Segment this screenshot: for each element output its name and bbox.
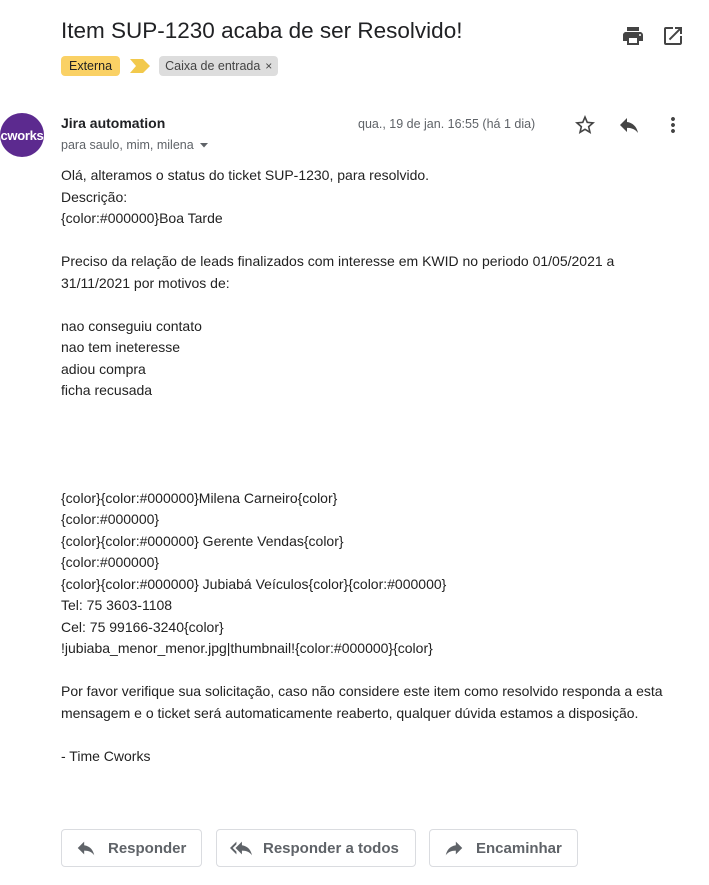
avatar-logo-text: cworks bbox=[0, 127, 44, 143]
body-line bbox=[61, 423, 701, 445]
body-line: adiou compra bbox=[61, 360, 146, 377]
recipients-text: para saulo, mim, milena bbox=[61, 138, 194, 152]
print-icon[interactable] bbox=[621, 24, 645, 48]
body-line: {color:#000000} bbox=[61, 554, 160, 570]
message-body bbox=[61, 165, 701, 767]
body-line: {color}{color:#000000}Milena Carneiro{color} bbox=[61, 489, 338, 506]
message-date: qua., 19 de jan. 16:55 (há 1 dia) bbox=[358, 117, 536, 131]
recipients-line bbox=[61, 138, 209, 152]
body-line bbox=[61, 402, 701, 424]
body-line: {color:#000000}Boa Tarde bbox=[61, 210, 223, 226]
body-line bbox=[61, 445, 701, 467]
label-externa[interactable]: Externa bbox=[61, 56, 120, 76]
body-line: {color}{color:#000000} Jubiabá Veículos{color}{color:#000000} bbox=[61, 575, 447, 592]
label-inbox[interactable] bbox=[159, 56, 278, 76]
star-icon[interactable] bbox=[573, 113, 597, 137]
caret-down-icon[interactable] bbox=[199, 140, 209, 150]
body-line: mensagem e o ticket será automaticamente reaberto, qualquer dúvida estamos a disposição. bbox=[61, 704, 639, 721]
body-line: Olá, alteramos o status do ticket SUP-1230, para resolvido. bbox=[61, 167, 430, 183]
body-line: nao conseguiu contato bbox=[61, 317, 202, 334]
remove-label-icon[interactable]: × bbox=[265, 59, 273, 73]
reply-button-label: Responder bbox=[108, 839, 187, 857]
body-line: ficha recusada bbox=[61, 382, 153, 398]
forward-button[interactable] bbox=[429, 829, 578, 867]
body-line bbox=[61, 466, 701, 488]
body-line: nao tem ineteresse bbox=[61, 339, 181, 355]
body-line bbox=[61, 660, 701, 682]
body-line bbox=[61, 294, 701, 316]
avatar[interactable] bbox=[0, 113, 44, 157]
reply-all-button-label: Responder a todos bbox=[263, 839, 399, 857]
body-line bbox=[61, 230, 701, 252]
more-vert-icon[interactable] bbox=[661, 113, 685, 137]
body-line: !jubiaba_menor_menor.jpg|thumbnail!{color:#000000}{color} bbox=[61, 640, 433, 656]
reply-icon bbox=[75, 837, 97, 859]
sender-name[interactable]: Jira automation bbox=[61, 115, 166, 131]
body-line: {color}{color:#000000} Gerente Vendas{color} bbox=[61, 532, 344, 549]
importance-marker-icon[interactable] bbox=[130, 59, 150, 73]
forward-icon bbox=[443, 837, 465, 859]
body-line: - Time Cworks bbox=[61, 747, 151, 764]
body-line: Preciso da relação de leads finalizados com interesse em KWID no periodo 01/05/2021 a bbox=[61, 253, 615, 269]
email-subject: Item SUP-1230 acaba de ser Resolvido! bbox=[61, 18, 463, 43]
body-line: 31/11/2021 por motivos de: bbox=[61, 274, 230, 291]
body-line: {color:#000000} bbox=[61, 511, 160, 527]
reply-all-icon bbox=[230, 837, 252, 859]
body-line bbox=[61, 724, 701, 746]
body-line: Descrição: bbox=[61, 188, 128, 205]
reply-all-button[interactable] bbox=[216, 829, 416, 867]
open-in-new-window-icon[interactable] bbox=[661, 24, 685, 48]
label-inbox-text: Caixa de entrada bbox=[165, 59, 261, 73]
body-line: Por favor verifique sua solicitação, caso não considere este item como resolvido responda a esta bbox=[61, 683, 663, 699]
reply-icon[interactable] bbox=[617, 113, 641, 137]
labels-row bbox=[61, 55, 278, 77]
forward-button-label: Encaminhar bbox=[476, 839, 562, 857]
body-line: Tel: 75 3603-1108 bbox=[61, 597, 173, 613]
reply-button[interactable] bbox=[61, 829, 202, 867]
body-line: Cel: 75 99166-3240{color} bbox=[61, 618, 224, 635]
